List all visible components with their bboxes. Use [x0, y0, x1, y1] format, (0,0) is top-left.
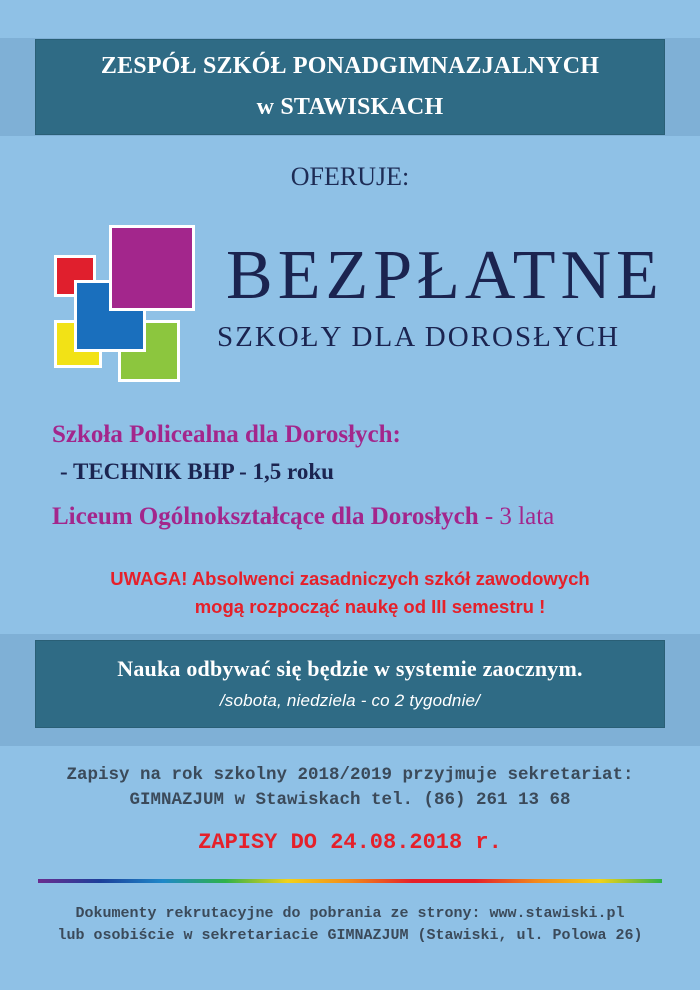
schedule-line-2: /sobota, niedziela - co 2 tygodnie/ — [219, 691, 481, 710]
school-liceum-name: Liceum Ogólnokształcące dla Dorosłych — [52, 503, 479, 530]
school-name: ZESPÓŁ SZKÓŁ PONADGIMNAZJALNYCH — [100, 53, 600, 79]
logo-purple-square — [109, 225, 195, 311]
schedule-box — [36, 641, 664, 727]
enrollment-deadline: ZAPISY DO 24.08.2018 r. — [198, 830, 502, 855]
enrollment-line-2: GIMNAZJUM w Stawiskach tel. (86) 261 13 68 — [129, 790, 571, 810]
school-liceum — [52, 503, 554, 531]
course-technik-bhp: - TECHNIK BHP - 1,5 roku — [60, 459, 334, 484]
rainbow-divider — [38, 879, 662, 883]
school-liceum-duration: - 3 lata — [478, 503, 555, 530]
enrollment-line-1: Zapisy na rok szkolny 2018/2019 przyjmuje sekretariat: — [66, 765, 634, 785]
schedule-line-1: Nauka odbywać się będzie w systemie zaocznym. — [117, 656, 583, 681]
logo-squares-icon — [54, 225, 204, 385]
offer-heading: OFERUJE: — [290, 162, 410, 191]
notice-line-1: UWAGA! Absolwenci zasadniczych szkół zawodowych — [110, 568, 590, 589]
school-policealna: Szkoła Policealna dla Dorosłych: — [52, 421, 401, 448]
footer-line-2: lub osobiście w sekretariacie GIMNAZJUM (Stawiski, ul. Polowa 26) — [57, 927, 643, 944]
brand-title: BEZPŁATNE — [226, 237, 664, 314]
footer-line-1: Dokumenty rekrutacyjne do pobrania ze strony: www.stawiski.pl — [75, 905, 625, 922]
school-location: w STAWISKACH — [256, 94, 444, 120]
header-box — [36, 40, 664, 134]
brand-subtitle: SZKOŁY DLA DOROSŁYCH — [217, 321, 621, 353]
notice-line-2: mogą rozpocząć naukę od III semestru ! — [194, 596, 546, 617]
